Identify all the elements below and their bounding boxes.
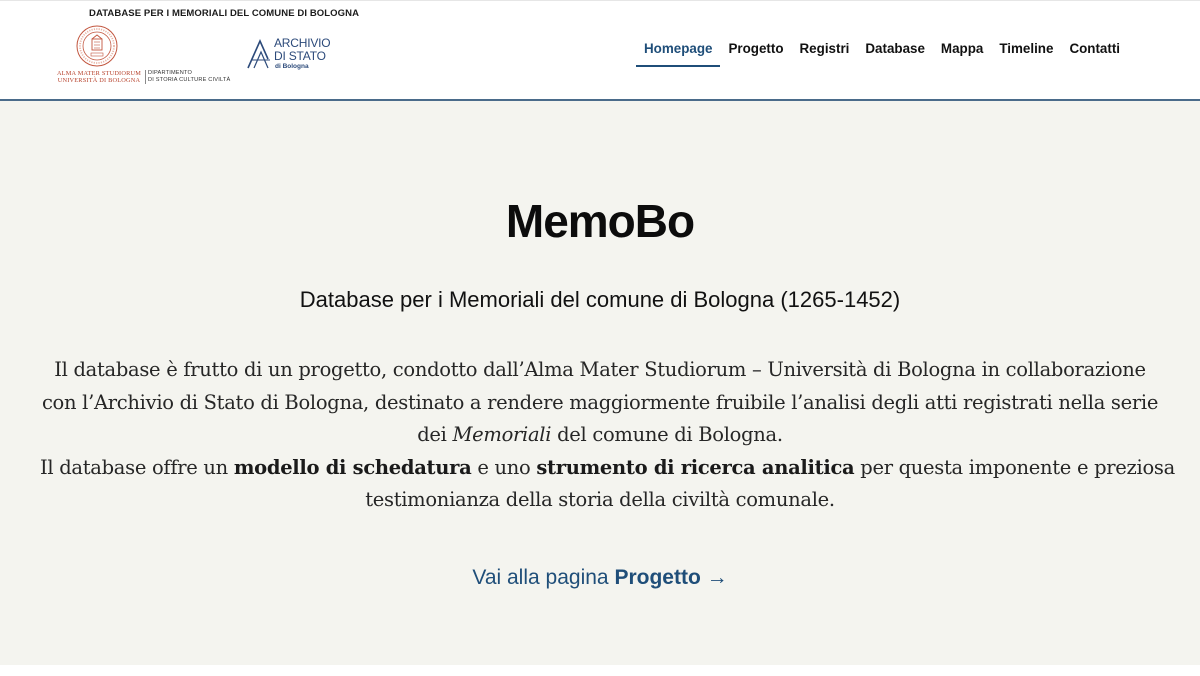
nav-item-mappa[interactable]: Mappa (940, 41, 984, 56)
nav-item-homepage[interactable]: Homepage (636, 38, 720, 67)
description-line (40, 452, 1175, 485)
unibo-name-line1: ALMA MATER STUDIORUM (56, 70, 142, 77)
description-line: con l’Archivio di Stato di Bologna, destinato a rendere maggiormente fruibile l’analisi degli atti registrati nella serie (41, 390, 1159, 414)
description-text: e uno (471, 455, 537, 479)
header-top-border (0, 0, 1200, 1)
memoriali-emphasis: Memoriali (452, 423, 552, 446)
description-text: dei (417, 423, 453, 446)
archivio-name-line2: DI STATO (274, 49, 326, 63)
cta-link-label: Progetto (614, 566, 701, 589)
description-line: testimonianza della storia della civiltà comunale. (365, 488, 835, 511)
nav-item-timeline[interactable]: Timeline (999, 41, 1054, 56)
hero-section (0, 101, 1200, 665)
unibo-logo[interactable] (56, 24, 231, 88)
description-line (40, 419, 1160, 452)
archivio-stato-logo[interactable] (246, 37, 346, 73)
unibo-name-line2: UNIVERSITÀ DI BOLOGNA (57, 77, 141, 85)
description-text: del comune di Bologna. (551, 423, 783, 446)
unibo-department (148, 70, 230, 84)
archivio-a-mark-icon (246, 37, 276, 71)
nav-item-database[interactable]: Database (865, 41, 925, 56)
unibo-seal-icon (76, 24, 118, 68)
strumento-ricerca-strong: strumento di ricerca analitica (536, 455, 855, 479)
page-title: MemoBo (505, 195, 695, 247)
site-header (0, 0, 1200, 101)
main-nav (636, 38, 1128, 68)
page-subtitle: Database per i Memoriali del comune di Bologna (1265-1452) (299, 287, 901, 312)
archivio-name-line1: ARCHIVIO (274, 36, 331, 50)
site-tagline: DATABASE PER I MEMORIALI DEL COMUNE DI BOLOGNA (89, 8, 360, 19)
logo-divider (145, 70, 146, 84)
description-line: Il database è frutto di un progetto, condotto dall’Alma Mater Studiorum – Università di Bologna in collaborazione (54, 358, 1146, 381)
nav-item-progetto[interactable]: Progetto (728, 41, 784, 56)
description-text: per questa imponente e preziosa (854, 455, 1175, 479)
nav-item-contatti[interactable]: Contatti (1069, 41, 1121, 56)
project-description (40, 354, 1175, 517)
archivio-subtitle: di Bologna (275, 63, 309, 70)
nav-item-registri[interactable]: Registri (799, 41, 850, 56)
archivio-name (274, 37, 330, 63)
description-text: Il database offre un (40, 455, 234, 479)
unibo-dept-line1: DIPARTIMENTO (148, 70, 193, 76)
page-bottom-strip (0, 665, 1200, 676)
unibo-name (56, 70, 142, 85)
unibo-dept-line2: DI STORIA CULTURE CIVILTÀ (148, 77, 231, 84)
modello-schedatura-strong: modello di schedatura (233, 455, 472, 479)
cta-prefix: Vai alla pagina (472, 566, 615, 589)
progetto-page-link[interactable] (0, 566, 1200, 590)
arrow-right-icon: → (706, 566, 728, 589)
